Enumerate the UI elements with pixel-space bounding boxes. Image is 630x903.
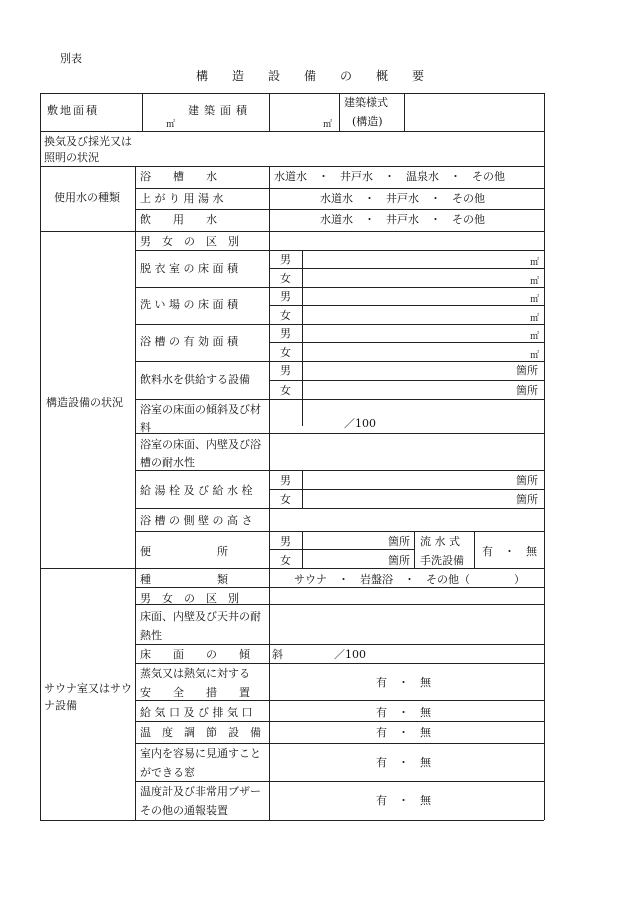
alarm-label: 温度計及び非常用ブザーその他の通報装置	[140, 785, 261, 817]
bath-water-label: 浴 槽 水	[140, 170, 217, 183]
changing-room-female: 女	[280, 272, 291, 285]
bath-area-label: 浴 槽 の 有 効 面 積	[140, 335, 238, 348]
washing-area-female-unit: ㎡	[530, 314, 540, 324]
faucets-label: 給 湯 栓 及 び 給 水 栓	[140, 484, 253, 497]
faucets-male-unit: 箇所	[516, 474, 538, 487]
steam-safety-label-1: 蒸気又は熱気に対する	[140, 667, 250, 680]
drinking-supply-female-unit: 箇所	[516, 384, 538, 397]
changing-room-male-unit: ㎡	[530, 258, 540, 268]
site-area-label: 敷地面積	[47, 104, 99, 117]
handwash-label-2: 手洗設備	[420, 554, 464, 567]
sauna-type-options: サウナ ・ 岩盤浴 ・ その他（ ）	[294, 573, 525, 586]
changing-room-female-unit: ㎡	[530, 277, 540, 287]
steam-safety-label-2: 安 全 措 置	[140, 686, 250, 699]
toilet-male-unit: 箇所	[388, 535, 410, 548]
washing-area-male: 男	[280, 290, 291, 303]
bath-area-male: 男	[280, 327, 291, 340]
bath-area-male-unit: ㎡	[530, 332, 540, 342]
building-area-label: 建築面積	[188, 104, 252, 117]
washing-area-female: 女	[280, 309, 291, 322]
toilet-male: 男	[280, 535, 291, 548]
ventilation-label: 換気及び採光又は照明の状況	[44, 135, 132, 164]
structure-section-label: 構造設備の状況	[46, 396, 123, 409]
drinking-supply-male-unit: 箇所	[516, 364, 538, 377]
sauna-slope-value: ／100	[334, 648, 366, 661]
washing-area-label: 洗 い 場 の 床 面 積	[140, 298, 238, 311]
rinse-water-label: 上 が り 用 湯 水	[140, 192, 224, 205]
alarm-yes-no: 有 ・ 無	[376, 794, 431, 807]
water-type-label: 使用水の種類	[54, 191, 120, 204]
structure-type-sub: (構造)	[352, 115, 383, 128]
bath-water-options: 水道水 ・ 井戸水 ・ 温泉水 ・ その他	[274, 170, 505, 183]
site-area-unit: ㎡	[166, 120, 176, 130]
structure-type-label: 建築様式	[344, 96, 388, 109]
floor-slope-value: ／100	[344, 417, 376, 430]
rinse-water-options: 水道水 ・ 井戸水 ・ その他	[320, 192, 485, 205]
temp-control-label: 温 度 調 節 設 備	[140, 726, 261, 739]
toilet-label: 便 所	[140, 545, 228, 558]
building-area-unit: ㎡	[323, 120, 333, 130]
drinking-supply-female: 女	[280, 384, 291, 397]
bath-area-female: 女	[280, 346, 291, 359]
handwash-yes-no: 有 ・ 無	[482, 545, 537, 558]
toilet-female: 女	[280, 554, 291, 567]
faucets-female: 女	[280, 493, 291, 506]
drinking-supply-label: 飲料水を供給する設備	[140, 373, 250, 386]
gender-division-label: 男 女 の 区 別	[140, 235, 239, 248]
drinking-water-label: 飲 用 水	[140, 213, 217, 226]
vents-label: 給 気 口 及 び 排 気 口	[140, 706, 253, 719]
vents-yes-no: 有 ・ 無	[376, 706, 431, 719]
sauna-slope-label: 床 面 の 傾 斜	[140, 648, 283, 661]
bath-area-female-unit: ㎡	[530, 351, 540, 361]
washing-area-male-unit: ㎡	[530, 295, 540, 305]
wall-height-label: 浴 槽 の 側 壁 の 高 さ	[140, 514, 253, 527]
sauna-type-label: 種 類	[140, 573, 228, 586]
changing-room-label: 脱 衣 室 の 床 面 積	[140, 262, 238, 275]
fire-resist-label: 床面、内壁及び天井の耐熱性	[140, 610, 261, 642]
faucets-female-unit: 箇所	[516, 493, 538, 506]
window-yes-no: 有 ・ 無	[376, 756, 431, 769]
annex-label: 別表	[60, 52, 82, 65]
handwash-label-1: 流 水 式	[420, 535, 460, 548]
page-title: 構 造 設 備 の 概 要	[196, 69, 425, 83]
toilet-female-unit: 箇所	[388, 554, 410, 567]
temp-control-yes-no: 有 ・ 無	[376, 726, 431, 739]
changing-room-male: 男	[280, 253, 291, 266]
floor-slope-label: 浴室の床面の傾斜及び材料	[140, 403, 261, 434]
drinking-water-options: 水道水 ・ 井戸水 ・ その他	[320, 213, 485, 226]
steam-safety-yes-no: 有 ・ 無	[376, 676, 431, 689]
window-label: 室内を容易に見通すことができる窓	[140, 747, 261, 779]
faucets-male: 男	[280, 474, 291, 487]
drinking-supply-male: 男	[280, 364, 291, 377]
sauna-gender-label: 男 女 の 区 別	[140, 592, 239, 605]
sauna-section-label: サウナ室又はサウナ設備	[44, 682, 132, 712]
waterproof-label: 浴室の床面、内壁及び浴槽の耐水性	[140, 438, 261, 469]
